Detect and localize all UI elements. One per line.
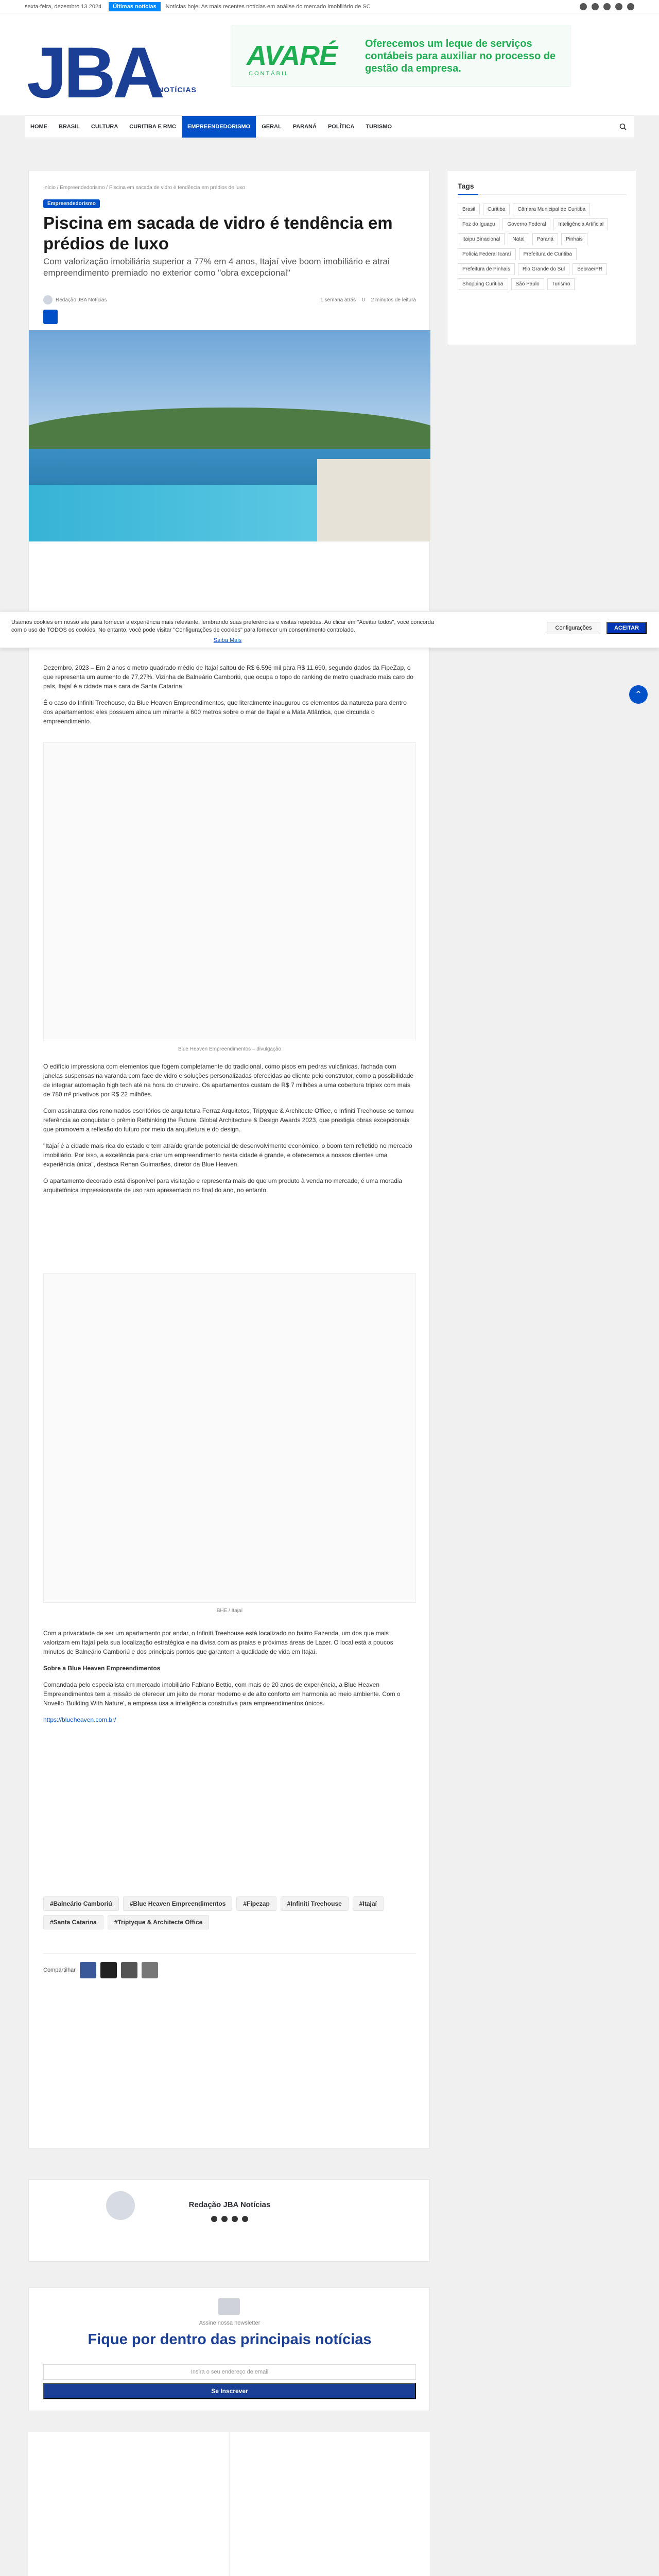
logo-subtext: NOTÍCIAS bbox=[158, 86, 197, 94]
article-image-1 bbox=[43, 742, 416, 1041]
tag[interactable]: #Infiniti Treehouse bbox=[281, 1896, 349, 1911]
tag-link[interactable]: Sebrae/PR bbox=[573, 263, 607, 275]
subscribe-button[interactable]: Se Inscrever bbox=[43, 2383, 416, 2399]
share-label: Compartilhar bbox=[43, 1967, 76, 1973]
nav-item-brasil[interactable]: BRASIL bbox=[59, 124, 80, 130]
whatsapp-icon[interactable] bbox=[627, 3, 634, 10]
tag[interactable]: #Santa Catarina bbox=[43, 1915, 103, 1929]
facebook-icon[interactable] bbox=[580, 3, 587, 10]
tag-link[interactable]: Foz do Iguaçu bbox=[458, 218, 499, 230]
article-subtitle: Com valorização imobiliária superior a 77% em 4 anos, Itajaí vive boom imobiliário e atrai empreendimento premiado no exterior como "obra excepcional" bbox=[43, 257, 390, 278]
article bbox=[28, 170, 430, 2148]
comment-count[interactable]: 0 bbox=[362, 297, 365, 303]
newsletter-box bbox=[28, 2287, 430, 2411]
globe-icon[interactable] bbox=[242, 2216, 248, 2222]
instagram-icon[interactable] bbox=[221, 2216, 228, 2222]
youtube-icon[interactable] bbox=[232, 2216, 238, 2222]
paragraph: O apartamento decorado está disponível para visitação e representa mais do que um produto à venda no mercado, é uma moradia arquitetônica impressionante de uso raro apresentado no final do ano, no entanto. bbox=[43, 1177, 403, 1194]
tag-link[interactable]: Prefeitura de Curitiba bbox=[519, 248, 577, 260]
logo-text: JBA bbox=[27, 32, 162, 113]
cookie-text: Usamos cookies em nosso site para fornecer a experiência mais relevante, lembrando suas preferências e visitas repetidas. Ao clicar em "Aceitar todos", você concorda com o uso de TODOS os cookies. No entanto, você pode visitar "Configurações de cookies" para fornecer um consentimento controlado. bbox=[11, 619, 434, 633]
top-bar bbox=[0, 0, 659, 13]
tag-link[interactable]: São Paulo bbox=[511, 278, 544, 290]
scroll-top-button[interactable] bbox=[629, 685, 648, 704]
twitter-share-icon[interactable] bbox=[100, 1962, 117, 1978]
tag-cloud bbox=[458, 204, 628, 290]
author-box bbox=[28, 2179, 430, 2262]
tag-link[interactable]: Curitiba bbox=[483, 204, 510, 215]
email-share-icon[interactable] bbox=[121, 1962, 137, 1978]
ad-pitch: Oferecemos um leque de serviços contábeis para auxiliar no processo de gestão da empresa. bbox=[365, 38, 556, 74]
tag-link[interactable]: Câmara Municipal de Curitiba bbox=[513, 204, 590, 215]
image-caption: BHE / Itajaí bbox=[216, 1608, 243, 1614]
chevron-up-icon: ⌃ bbox=[634, 689, 643, 700]
author-name[interactable]: Redação JBA Notícias bbox=[56, 297, 107, 303]
cookie-more-link[interactable]: Saiba Mais bbox=[213, 637, 242, 643]
ad-brand-sub: CONTÁBIL bbox=[249, 71, 290, 77]
search-icon[interactable] bbox=[612, 116, 634, 138]
facebook-icon[interactable] bbox=[211, 2216, 217, 2222]
tag-link[interactable]: Prefeitura de Pinhais bbox=[458, 263, 515, 275]
tag[interactable]: #Fipezap bbox=[236, 1896, 276, 1911]
nav-item-cultura[interactable]: CULTURA bbox=[91, 124, 118, 130]
paragraph: Com assinatura dos renomados escritórios de arquitetura Ferraz Arquitetos, Triptyque & Architecte Office, o Infiniti Treehouse se tornou referência ao conquistar o prêmio Rethinking the Future, Global Architecture & Design Awards 2023, que prestigia obras excepcionais que promovem a reflexão do futuro por meio da arquitetura e do design. bbox=[43, 1107, 414, 1133]
nav-item-home[interactable]: HOME bbox=[30, 124, 47, 130]
facebook-share-icon[interactable] bbox=[80, 1962, 96, 1978]
tag-link[interactable]: Rio Grande do Sul bbox=[518, 263, 569, 275]
external-link[interactable]: https://blueheaven.com.br/ bbox=[43, 1716, 116, 1723]
main-nav bbox=[25, 115, 634, 138]
category-badge[interactable]: Empreendedorismo bbox=[43, 199, 100, 208]
nav-item-geral[interactable]: GERAL bbox=[262, 124, 282, 130]
instagram-icon[interactable] bbox=[592, 3, 599, 10]
tag[interactable]: #Balneário Camboriú bbox=[43, 1896, 119, 1911]
news-ticker[interactable]: Notícias hoje: As mais recentes notícias em análise do mercado imobiliário de SC bbox=[165, 3, 371, 10]
nav-item-turismo[interactable]: TURISMO bbox=[366, 124, 392, 130]
nav-item-empreendedorismo[interactable]: EMPREENDEDORISMO bbox=[182, 116, 256, 138]
tag[interactable]: #Blue Heaven Empreendimentos bbox=[123, 1896, 233, 1911]
paragraph: Com a privacidade de ser um apartamento por andar, o Infiniti Treehouse está localizado no bairro Fazenda, um dos que mais valorizam em Itajaí pela sua localização estratégica e na divisa com as praias e próximas áreas de Lazer. O local está a poucos minutos de Balneário Camboriú e dos principais pontos que garantem a qualidade de vida em Itajaí. bbox=[43, 1630, 393, 1655]
tag-link[interactable]: Brasil bbox=[458, 204, 480, 215]
nav-item-politica[interactable]: POLÍTICA bbox=[327, 124, 355, 130]
paragraph: O edifício impressiona com elementos que fogem completamente do tradicional, como pisos em pedras vulcânicas, fachada com janelas suspensas na varanda com face de vidro e soluções personalizadas oferecidas ao cliente pelo construtor, como a possibilidade de integrar automação high tech até na hora do chuveiro. Os apartamentos custam de R$ 7 milhões a uma cobertura triplex com mais de 780 m² privativos por R$ 22 milhões. bbox=[43, 1063, 414, 1098]
tag[interactable]: #Itajaí bbox=[353, 1896, 384, 1911]
paragraph: Dezembro, 2023 – Em 2 anos o metro quadrado médio de Itajaí saltou de R$ 6.596 mil para R$ 11.690, segundo dados da FipeZap, o que representa um aumento de 77,27%. Vizinha de Balneário Camboriú, que ocupa o topo do ranking de metro quadrado mais caro do país, Itajaí é a cidade mais cara de Santa Catarina. bbox=[43, 664, 413, 690]
cookie-accept-button[interactable]: ACEITAR bbox=[606, 622, 647, 634]
tag-link[interactable]: Itaipu Binacional bbox=[458, 233, 505, 245]
post-meta bbox=[320, 297, 416, 303]
widget-title: Tags bbox=[458, 182, 474, 190]
article-image-2 bbox=[43, 1273, 416, 1603]
print-share-icon[interactable] bbox=[142, 1962, 158, 1978]
share-icon[interactable] bbox=[43, 310, 58, 324]
prev-post[interactable] bbox=[28, 2432, 229, 2576]
author-box-name[interactable]: Redação JBA Notícias bbox=[188, 2200, 271, 2209]
ad-banner[interactable] bbox=[231, 25, 570, 87]
tag-link[interactable]: Governo Federal bbox=[502, 218, 550, 230]
tag-link[interactable]: Pinhais bbox=[561, 233, 587, 245]
tag-link[interactable]: Natal bbox=[508, 233, 529, 245]
paragraph: Comandada pelo especialista em mercado imobiliário Fabiano Bettio, com mais de 20 anos de experiência, a Blue Heaven Empreendimentos tem a missão de oferecer um jeito de morar moderno e de alto conforto em harmonia ao meio ambiente. Com o Novello 'Building With Nature', a empresa usa a inteligência construtiva para empreendimentos únicos. bbox=[43, 1681, 401, 1707]
article-body-3 bbox=[43, 1629, 416, 1732]
tag[interactable]: #Triptyque & Architecte Office bbox=[108, 1915, 210, 1929]
author-avatar bbox=[43, 295, 53, 304]
next-post[interactable] bbox=[230, 2432, 430, 2576]
post-tags bbox=[43, 1896, 416, 1929]
page-title: Piscina em sacada de vidro é tendência em prédios de luxo bbox=[43, 213, 393, 253]
tag-link[interactable]: Polícia Federal Icaraí bbox=[458, 248, 516, 260]
envelope-icon bbox=[218, 2298, 240, 2315]
post-date: 1 semana atrás bbox=[320, 297, 356, 303]
newsletter-caption: Assine nossa newsletter bbox=[199, 2320, 261, 2326]
paragraph: "Itajaí é a cidade mais rica do estado e tem atraído grande potencial de desenvolvimento econômico, o boom tem refletido no mercado imobiliário. Por isso, a excelência para criar um empreendimento nesta cidade é grande, e oferecemos a nossos clientes uma experiência única", destaca Renan Guimarães, diretor da Blue Heaven. bbox=[43, 1142, 412, 1168]
share-bar bbox=[43, 1953, 416, 1978]
tag-link[interactable]: Shopping Curitiba bbox=[458, 278, 508, 290]
image-caption: Blue Heaven Empreendimentos – divulgação bbox=[178, 1046, 282, 1052]
sidebar-tags-widget bbox=[447, 170, 636, 345]
current-date: sexta-feira, dezembro 13 2024 bbox=[25, 3, 102, 10]
article-body-2 bbox=[43, 1062, 416, 1202]
youtube-icon[interactable] bbox=[603, 3, 611, 10]
nav-item-parana[interactable]: PARANÁ bbox=[292, 124, 317, 130]
article-body-1 bbox=[43, 663, 416, 733]
newsletter-title: Fique por dentro das principais notícias bbox=[88, 2331, 372, 2348]
tag-link[interactable]: Paraná bbox=[532, 233, 558, 245]
tag-link[interactable]: Inteligência Artificial bbox=[553, 218, 608, 230]
paragraph: É o caso do Infiniti Treehouse, da Blue Heaven Empreendimentos, que literalmente inaugurou os elementos da natureza para dentro dos apartamentos: eles possuem ainda um mirante a 600 metros sobre o mar de Itajaí e a Mata Atlântica, que circunda o empreendimento. bbox=[43, 699, 407, 725]
ticker-label: Últimas notícias bbox=[109, 2, 160, 11]
subheading: Sobre a Blue Heaven Empreendimentos bbox=[43, 1665, 161, 1672]
social-links bbox=[580, 3, 634, 10]
site-logo[interactable] bbox=[27, 32, 222, 113]
breadcrumb[interactable]: Início / Empreendedorismo / Piscina em sacada de vidro é tendência em prédios de luxo bbox=[43, 185, 245, 191]
byline bbox=[43, 295, 416, 304]
reading-time: 2 minutos de leitura bbox=[371, 297, 416, 303]
nav-item-curitiba[interactable]: CURITIBA E RMC bbox=[129, 124, 176, 130]
post-navigation bbox=[28, 2432, 430, 2576]
ad-brand: AVARÉ bbox=[247, 40, 338, 71]
cookie-consent-bar bbox=[0, 611, 659, 648]
cookie-settings-button[interactable]: Configurações bbox=[547, 622, 600, 634]
author-social bbox=[29, 2216, 430, 2222]
linkedin-icon[interactable] bbox=[615, 3, 622, 10]
site-header bbox=[0, 13, 659, 115]
email-field[interactable]: Insira o seu endereço de email bbox=[43, 2364, 416, 2380]
hero-image bbox=[29, 330, 430, 541]
tag-link[interactable]: Turismo bbox=[547, 278, 575, 290]
